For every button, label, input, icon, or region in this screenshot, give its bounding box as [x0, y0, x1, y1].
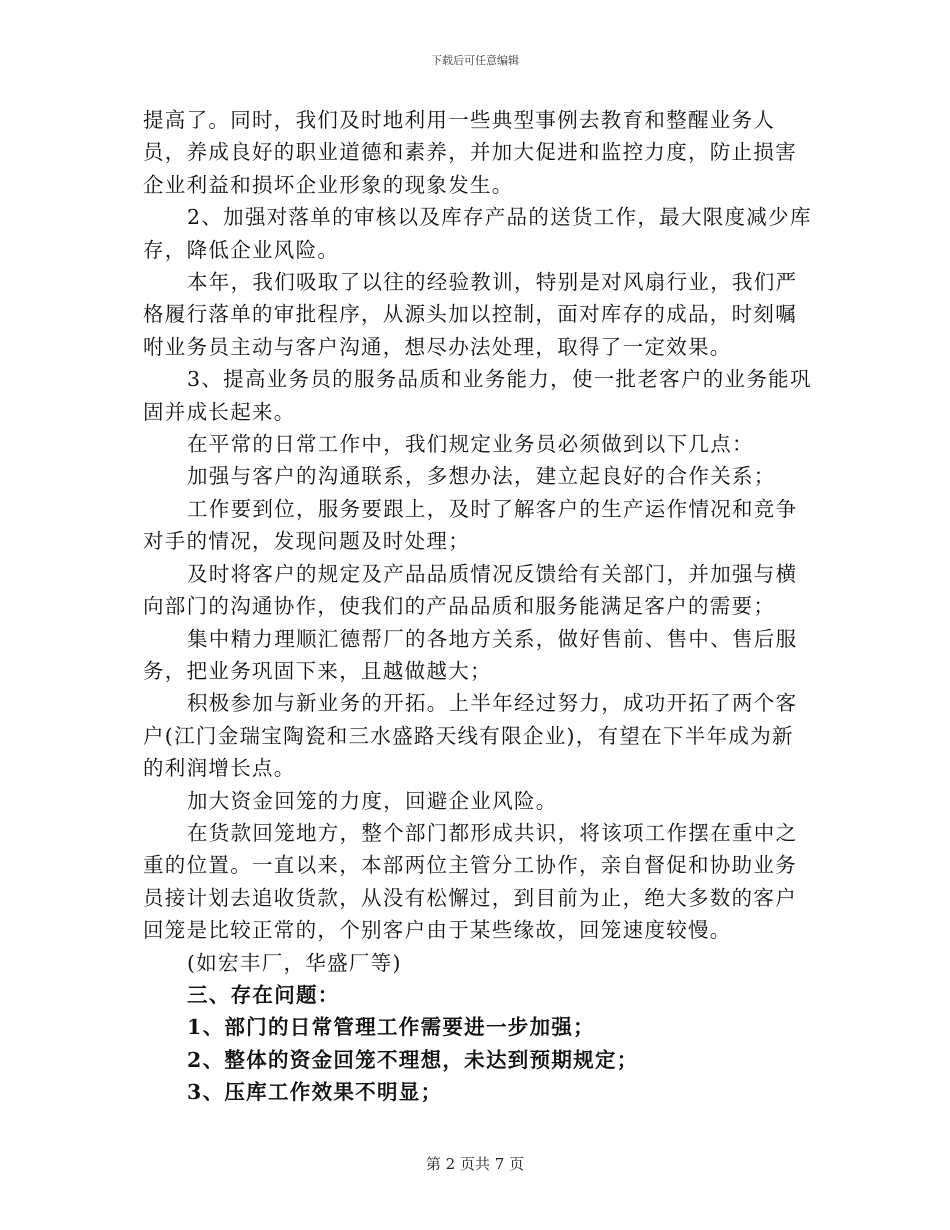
page-header-note: 下载后可任意编辑: [431, 54, 519, 67]
paragraph: 在平常的日常工作中，我们规定业务员必须做到以下几点：: [187, 432, 754, 457]
paragraph: 3、提高业务员的服务品质和业务能力，使一批老客户的业务能巩固并成长起来。: [143, 367, 812, 424]
page-number: 第 2 页共 7 页: [425, 1155, 525, 1173]
paragraph: 在货款回笼地方，整个部门都形成共识，将该项工作摆在重中之重的位置。一直以来，本部两位主管分工协作，亲自督促和协助业务员接计划去追收货款，从没有松懈过，到目前为止，绝大多数的客户回笼是比较正常的，个别客户由于某些缘故，回笼速度较慢。: [143, 820, 798, 943]
issue-item: 3、压库工作效果不明显；: [187, 1080, 443, 1105]
section-heading: 三、存在问题：: [187, 982, 340, 1007]
paragraph: 集中精力理顺汇德帮厂的各地方关系，做好售前、售中、售后服务，把业务巩固下来，且越做越大；: [143, 626, 798, 683]
paragraph: 2、加强对落单的审核以及库存产品的送货工作，最大限度减少库存，降低企业风险。: [143, 205, 812, 262]
paragraph: 及时将客户的规定及产品品质情况反馈给有关部门，并加强与横向部门的沟通协作，使我们的产品品质和服务能满足客户的需要；: [143, 561, 798, 619]
paragraph: 加大资金回笼的力度，回避企业风险。: [187, 788, 558, 813]
paragraph: 本年，我们吸取了以往的经验教训，特别是对风扇行业，我们严格履行落单的审批程序，从源头加以控制，面对库存的成品，时刻嘱咐业务员主动与客户沟通，想尽办法处理，取得了一定效果。: [143, 270, 798, 359]
paragraph: 加强与客户的沟通联系，多想办法，建立起良好的合作关系；: [187, 464, 776, 489]
paragraph: 工作要到位，服务要跟上，及时了解客户的生产运作情况和竞争对手的情况，发现问题及时处理；: [143, 496, 798, 554]
paragraph: 积极参加与新业务的开拓。上半年经过努力，成功开拓了两个客户(江门金瑞宝陶瓷和三水盛路天线有限企业)，有望在下半年成为新的利润增长点。: [143, 691, 798, 781]
issue-item: 2、整体的资金回笼不理想，未达到预期规定；: [187, 1047, 639, 1072]
paragraph: 提高了。同时，我们及时地利用一些典型事例去教育和整醒业务人员，养成良好的职业道德和素养，并加大促进和监控力度，防止损害企业利益和损坏企业形象的现象发生。: [143, 108, 797, 197]
issue-item: 1、部门的日常管理工作需要进一步加强；: [187, 1015, 595, 1040]
paragraph: (如宏丰厂，华盛厂等): [187, 950, 402, 975]
document-body: [143, 104, 815, 1109]
